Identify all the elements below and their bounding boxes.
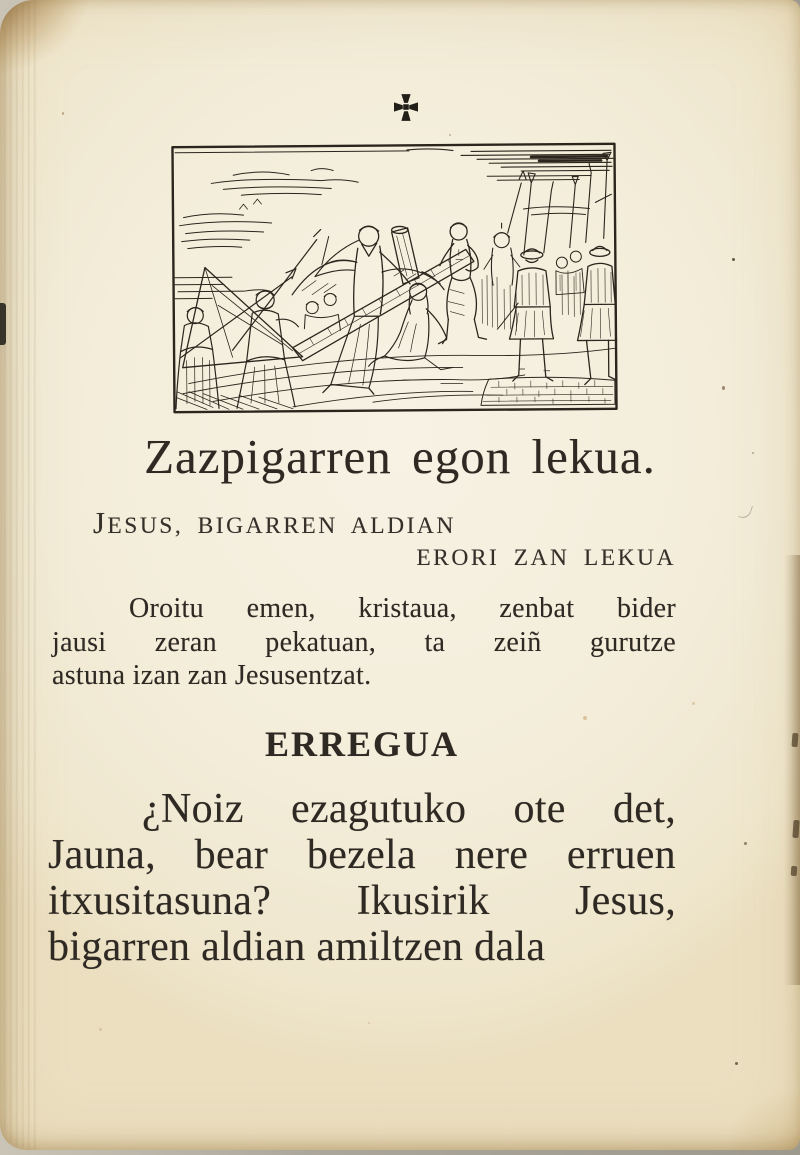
age-speck [732, 258, 735, 261]
grass-hatch [482, 271, 580, 332]
text-line: astuna izan zan Jesusentzat. [52, 660, 372, 691]
spears [523, 152, 612, 255]
engraving-border [172, 144, 616, 412]
intro-paragraph [52, 592, 676, 693]
helmeted-heads [304, 236, 341, 330]
text-line: ¿Noiz ezagutuko ote det, [142, 786, 676, 832]
age-speck [368, 1022, 370, 1024]
page-edge-streaks [4, 0, 40, 1150]
christ-figure [368, 283, 453, 370]
wall-hatch-right [481, 377, 615, 406]
text-line: bigarren aldian amiltzen dala [48, 924, 546, 970]
prayer-paragraph [48, 786, 676, 970]
executioner-figure [438, 223, 487, 344]
soldier-back-center [497, 249, 554, 381]
age-speck [99, 1028, 102, 1031]
age-speck [722, 386, 725, 390]
text-line: Jauna, bear bezela nere erruen [48, 832, 676, 878]
subtitle-line-2: ERORI ZAN LEKUA [416, 545, 676, 571]
right-edge-shadow [784, 555, 800, 985]
bystander-figure-second [236, 291, 299, 408]
text-line: Oroitu emen, kristaua, zenbat bider [129, 593, 676, 624]
right-edge-mark [792, 733, 799, 747]
text-line: jausi zeran pekatuan, ta zeiñ gurutze [52, 626, 676, 658]
engraving-illustration [171, 142, 618, 413]
faint-pen-mark [738, 503, 753, 521]
age-speck [583, 716, 587, 720]
soldier-behind [483, 171, 527, 285]
age-speck [692, 702, 695, 705]
text-line: itxusitasuna? Ikusirik Jesus, [48, 878, 676, 924]
soldier-back-right [577, 246, 617, 384]
age-speck [62, 112, 64, 115]
right-edge-mark [792, 820, 799, 838]
prayer-heading: ERREGUA [264, 724, 460, 764]
age-speck [744, 842, 747, 845]
station-engraving [171, 142, 618, 413]
horizon-hills [175, 259, 444, 298]
age-speck [449, 134, 451, 136]
right-edge-mark [791, 866, 798, 876]
page-title: Zazpigarren egon lekua. [144, 429, 656, 484]
left-edge-ink-mark [0, 303, 6, 345]
subtitle-line-1: JESUS, BIGARREN ALDIAN [93, 506, 456, 540]
foreground-hatch-left [177, 391, 293, 410]
cross-pattee-icon [394, 94, 418, 121]
age-speck [735, 1062, 738, 1065]
